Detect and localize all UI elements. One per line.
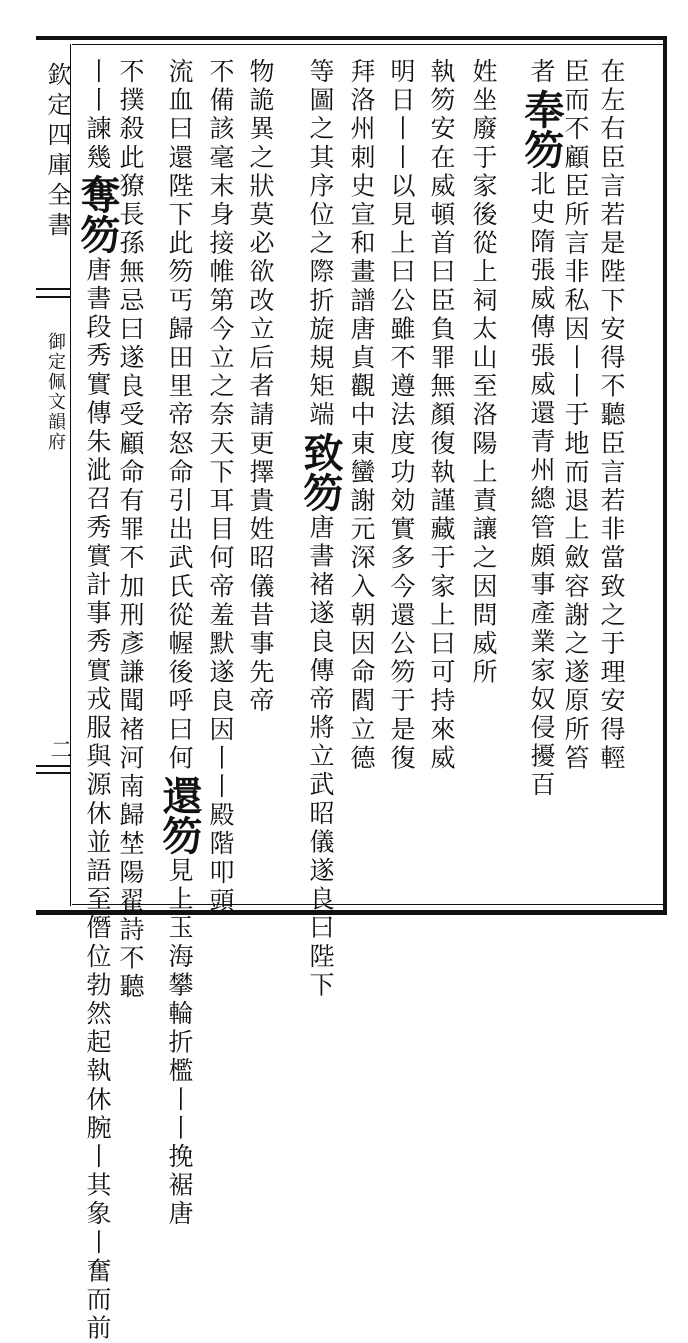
fish-tail-mark: [36, 288, 70, 290]
column-text: 物詭異之狀莫必欲改立后者請更擇貴姓昭儀昔事先帝: [246, 58, 275, 716]
entry-heading: 致笏: [297, 431, 344, 512]
frame-inner-top-rule: [72, 44, 663, 45]
column-text: 執笏安在威頓首曰臣負罪無顏復執謹藏于家上曰可持來威: [427, 58, 456, 773]
fish-tail-mark: [36, 296, 70, 298]
column-text: 姓坐廢于家後從上祠太山至洛陽上責讓之因問威所: [469, 58, 498, 688]
text-column-1: [599, 58, 624, 773]
column-text: 不撲殺此獠長孫無忌曰遂良受顧命有罪不加刑彥謙聞褚河南歸埜陽翟詩不聽: [116, 58, 145, 1002]
column-text: 者: [527, 58, 556, 87]
entry-heading: 奉笏: [518, 88, 565, 169]
book-title: 欽定四庫全書: [43, 62, 71, 242]
text-column-7: [349, 58, 374, 773]
column-text: 明日丨丨以見上曰公雖不遵法度功効實多今還公笏于是復: [387, 58, 416, 773]
column-text: 北史隋張威傳張威還青州總管頗事產業家奴侵擾百: [527, 170, 556, 800]
column-text: 唐書褚遂良傳帝將立武昭儀遂良曰陛下: [306, 513, 335, 1001]
column-text: 流血曰還陛下此笏丐歸田里帝怒命引出武氏從幄後呼曰何: [165, 58, 194, 773]
text-column-2: [563, 58, 588, 773]
column-text: 見上玉海攀輪折檻丨丨挽裾唐: [165, 857, 194, 1229]
text-column-13: [74, 58, 121, 1343]
column-text: 等圖之其序位之際折旋規矩端: [306, 58, 335, 430]
fish-tail-mark: [36, 772, 70, 774]
volume-label: 御定佩文韻府: [45, 332, 66, 452]
page-number: 二: [47, 738, 72, 760]
column-text: 在左右臣言若是陛下安得不聽臣言若非當致之于理安得輕: [597, 58, 626, 773]
frame-right-rule: [663, 36, 667, 915]
text-column-6: [389, 58, 414, 773]
column-text: 臣而不顧臣所言非私因丨丨于地而退上斂容謝之遂原所笞: [561, 58, 590, 773]
text-column-11: [156, 58, 203, 1229]
text-column-4: [471, 58, 496, 687]
text-column-3: [518, 58, 565, 800]
text-column-10: [208, 58, 233, 916]
column-text: 不備該毫末身接帷第今立之奈天下耳目何帝羞默遂良因丨丨殿階叩頭: [206, 58, 235, 916]
column-text: 唐書段秀實傳朱泚召秀實計事秀實戎服與源休並語至僭位勃然起執休腕丨其象丨奮而前: [83, 256, 112, 1343]
column-text: 丨丨諫幾: [83, 58, 112, 173]
text-column-12: [118, 58, 143, 1002]
text-column-5: [429, 58, 454, 773]
frame-top-rule: [36, 36, 666, 40]
text-column-8: [297, 58, 344, 1001]
column-text: 拜洛州刺史宣和畫譜唐貞觀中東蠻謝元深入朝因命閻立德: [347, 58, 376, 773]
fish-tail-mark: [36, 765, 70, 767]
entry-heading: 還笏: [156, 775, 203, 855]
entry-heading: 奪笏: [74, 174, 121, 255]
text-column-9: [248, 58, 273, 716]
